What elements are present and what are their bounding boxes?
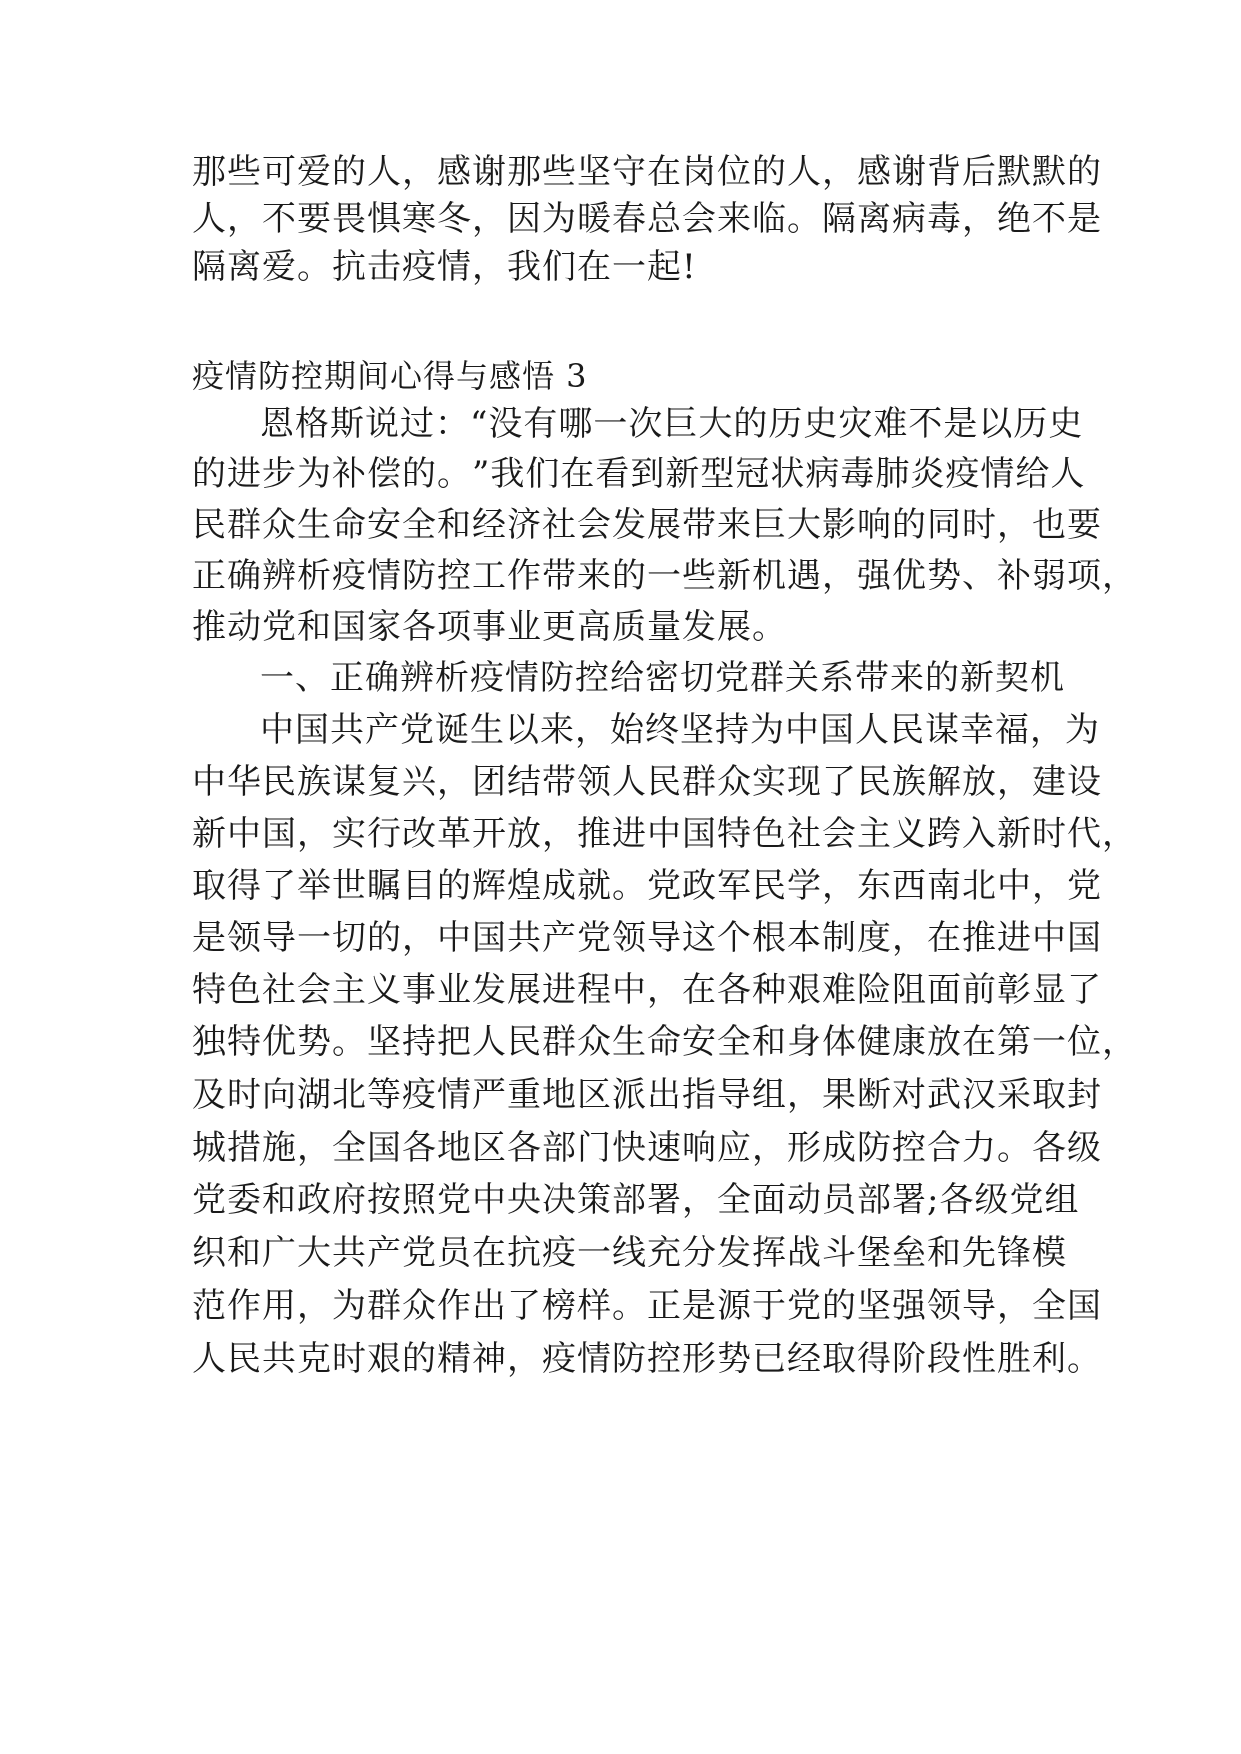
text-line: 及 时 向 湖 北 等 疫 情 严 重 地 区 派 出 指 导 组 ， 果 断 对 武 汉 采 取 封	[192, 1075, 1102, 1115]
text-line: 的 进 步 为 补 偿 的 。 ” 我 们 在 看 到 新 型 冠 状 病 毒 肺 炎 疫 情 给 人	[192, 454, 1086, 494]
text-line: 党 委 和 政 府 按 照 党 中 央 决 策 部 署 ， 全 面 动 员 部 署 ; 各 级 党 组	[192, 1180, 1080, 1220]
text-line: 是 领 导 一 切 的 ， 中 国 共 产 党 领 导 这 个 根 本 制 度 ， 在 推 进 中 国	[192, 918, 1102, 958]
text-line: 民 群 众 生 命 安 全 和 经 济 社 会 发 展 带 来 巨 大 影 响 的 同 时 ， 也 要	[192, 505, 1102, 545]
text-line: 人 民 共 克 时 艰 的 精 神 ， 疫 情 防 控 形 势 已 经 取 得 阶 段 性 胜 利 。	[192, 1339, 1102, 1379]
section-title: 疫情防控期间心得与感悟 3	[192, 357, 588, 395]
text-line: 新 中 国 ， 实 行 改 革 开 放 ， 推 进 中 国 特 色 社 会 主 义 跨 入 新 时 代 ，	[192, 814, 1137, 854]
text-line: 中 华 民 族 谋 复 兴 ， 团 结 带 领 人 民 群 众 实 现 了 民 族 解 放 ， 建 设	[192, 762, 1102, 802]
text-line: 正 确 辨 析 疫 情 防 控 工 作 带 来 的 一 些 新 机 遇 ， 强 优 势 、 补 弱 项 ，	[192, 556, 1137, 596]
text-line: 那 些 可 爱 的 人 ， 感 谢 那 些 坚 守 在 岗 位 的 人 ， 感 谢 背 后 默 默 的	[192, 152, 1102, 192]
text-line: 城 措 施 ， 全 国 各 地 区 各 部 门 快 速 响 应 ， 形 成 防 控 合 力 。 各 级	[192, 1128, 1102, 1168]
text-line: 隔离爱。抗击疫情，我们在一起!	[192, 247, 697, 287]
text-line: 范 作 用 ， 为 群 众 作 出 了 榜 样 。 正 是 源 于 党 的 坚 强 领 导 ， 全 国	[192, 1286, 1102, 1326]
text-line: 织 和 广 大 共 产 党 员 在 抗 疫 一 线 充 分 发 挥 战 斗 堡 垒 和 先 锋 模	[192, 1233, 1067, 1273]
subheading: 一、正确辨析疫情防控给密切党群关系带来的新契机	[260, 658, 1065, 698]
text-line: 人 ， 不 要 畏 惧 寒 冬 ， 因 为 暖 春 总 会 来 临 。 隔 离 病 毒 ， 绝 不 是	[192, 199, 1102, 239]
text-line: 中 国 共 产 党 诞 生 以 来 ， 始 终 坚 持 为 中 国 人 民 谋 幸 福 ， 为	[260, 710, 1100, 750]
text-line: 推动党和国家各项事业更高质量发展。	[192, 607, 787, 647]
text-line: 特 色 社 会 主 义 事 业 发 展 进 程 中 ， 在 各 种 艰 难 险 阻 面 前 彰 显 了	[192, 970, 1102, 1010]
text-line: 恩 格 斯 说 过 ： “ 没 有 哪 一 次 巨 大 的 历 史 灾 难 不 是 以 历 史	[260, 404, 1084, 444]
text-line: 独 特 优 势 。 坚 持 把 人 民 群 众 生 命 安 全 和 身 体 健 康 放 在 第 一 位 ，	[192, 1022, 1137, 1062]
text-line: 取 得 了 举 世 瞩 目 的 辉 煌 成 就 。 党 政 军 民 学 ， 东 西 南 北 中 ， 党	[192, 866, 1102, 906]
